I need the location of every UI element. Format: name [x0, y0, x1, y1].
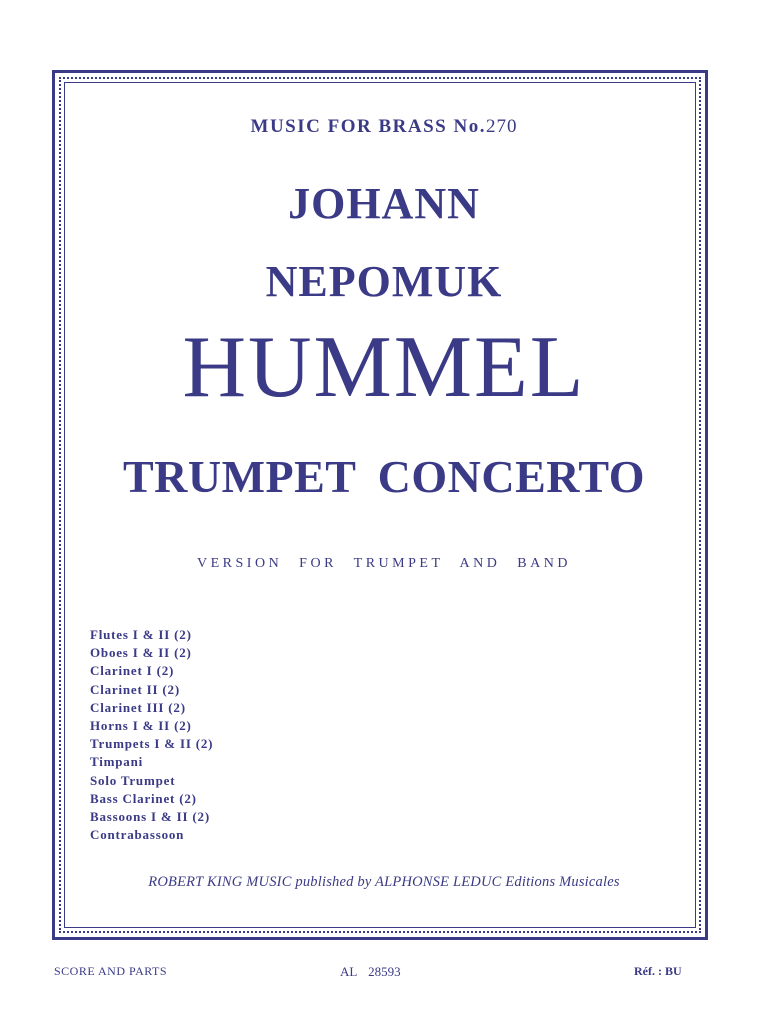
version-subtitle: VERSION FOR TRUMPET AND BAND	[197, 556, 571, 571]
part-item: Bassoons I & II (2)	[90, 809, 210, 825]
part-item: Timpani	[90, 754, 144, 770]
parts-list	[90, 626, 213, 844]
part-item: Oboes I & II (2)	[90, 645, 192, 661]
composer-last-name: HUMMEL	[182, 319, 586, 416]
composer-first-name: JOHANN	[288, 179, 480, 228]
series-number: 270	[485, 116, 518, 137]
part-item: Flutes I & II (2)	[90, 627, 192, 642]
part-item: Clarinet III (2)	[90, 699, 186, 715]
part-item: Trumpets I & II (2)	[90, 736, 214, 752]
publisher-line: ROBERT KING MUSIC published by ALPHONSE LEDUC Editions Musicales	[148, 874, 620, 890]
part-item: Clarinet I (2)	[90, 663, 175, 679]
score-and-parts-label: SCORE AND PARTS	[54, 964, 168, 978]
composer-middle-name: NEPOMUK	[265, 257, 503, 306]
reference-code: Réf. : BU	[634, 964, 682, 978]
work-title: TRUMPET CONCERTO	[122, 451, 646, 502]
part-item: Horns I & II (2)	[90, 718, 192, 734]
series-label: MUSIC FOR BRASS No.	[250, 116, 486, 137]
catalog-number: AL 28593	[340, 964, 401, 979]
part-item: Solo Trumpet	[90, 772, 176, 788]
part-item: Bass Clarinet (2)	[90, 790, 197, 806]
series-title	[0, 116, 768, 138]
part-item: Clarinet II (2)	[90, 681, 180, 697]
part-item: Contrabassoon	[90, 827, 185, 843]
